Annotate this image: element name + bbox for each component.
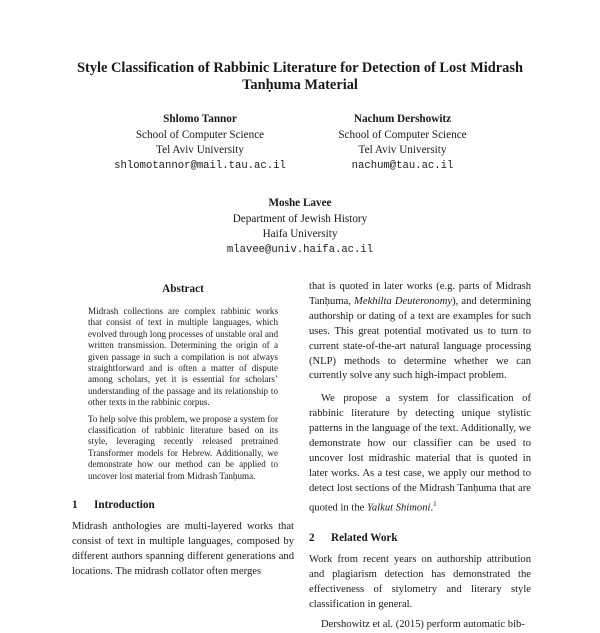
author-email[interactable]: nachum@tau.ac.il [351,159,454,172]
left-column [72,280,294,580]
intro-paragraph-1: Midrash anthologies are multi-layered works that consist of text in multiple languages, composed by different authors spanning different generations and locations. The midrash collator often merges [72,521,294,577]
abstract-paragraph-2: To help solve this problem, we propose a system for classification of rabbinic literature based on its style, leveraging recently released pretrained Transformer models for Hebrew. Additionally, we demonstrate how our method can be applied to uncover lost material from Midrash Tanḥuma. [88,413,278,481]
italic-title: Yalkut Shimoni [366,502,431,514]
section-2-heading [309,532,531,544]
related-work-paragraph-1: Work from recent years on authorship attribution and plagiarism detection has demonstrated the effectiveness of stylometry and literary style classification in general. [309,554,531,610]
section-title: Related Work [331,532,398,545]
text-run: We propose a system for classification of rabbinic literature by detecting unique stylistic patterns in the language of the text. Additionally, we demonstrate how our classifier can be used to uncover lost midrashic material that is quoted in later works. As a test case, we apply our method to detect lost sections of the Midrash Tanḥuma that are quoted in the [309,393,531,514]
footnote-marker[interactable]: 1 [433,499,437,508]
author-institution: Tel Aviv University [358,144,447,156]
right-column [309,280,531,633]
section-title: Introduction [94,499,155,512]
section-number: 2 [309,532,315,545]
author-email[interactable]: shlomotannor@mail.tau.ac.il [114,159,286,172]
author-affiliation: School of Computer Science [135,128,265,141]
author-name: Nachum Dershowitz [353,113,452,125]
text-run: ), and determining authorship or dating of a text are examples for such uses. This great potential motivated us to turn to current state-of-the-art natural language processing (NLP) methods to determine whether we can currently solve any such high-impact problem. [309,295,531,382]
italic-title: Mekhilta Deuteronomy [354,295,453,307]
author-email[interactable]: mlavee@univ.haifa.ac.il [226,243,374,256]
author-block-tannor [100,112,300,174]
abstract-paragraph-1: Midrash collections are complex rabbinic works that consist of text in multiple languages, which evolved through long processes of unstable oral and written transmission. Determining the origin of a given passage in such a compilation is not always straightforward and is often a matter of dispute among scholars, yet it is essential for scholars’ understanding of the passage and its relationship to other texts in the rabbinic corpus. [88,306,278,408]
text-run: that is quoted in later works (e.g. parts of Midrash Tanḥuma, [309,281,531,307]
paper-title-line-1: Style Classification of Rabbinic Literature for Detection of Lost Midrash [77,60,523,76]
intro-paragraph-2 [309,392,531,516]
intro-paragraph-continued [309,280,531,384]
related-work-paragraph-2: Dershowitz et al. (2015) perform automatic bib- [321,618,525,630]
author-institution: Tel Aviv University [156,144,244,156]
section-1-heading [72,499,294,511]
text-run: . [430,502,434,514]
author-block-lavee [200,196,400,258]
author-name: Moshe Lavee [268,197,332,209]
paper-title [40,60,560,94]
author-block-dershowitz [300,112,505,174]
section-number: 1 [72,499,78,512]
author-institution: Haifa University [262,228,338,240]
author-affiliation: Department of Jewish History [232,212,368,225]
author-affiliation: School of Computer Science [338,128,467,141]
author-name: Shlomo Tannor [163,113,237,125]
paper-title-line-2: Tanḥuma Material [242,77,358,93]
abstract-heading: Abstract [162,283,204,295]
